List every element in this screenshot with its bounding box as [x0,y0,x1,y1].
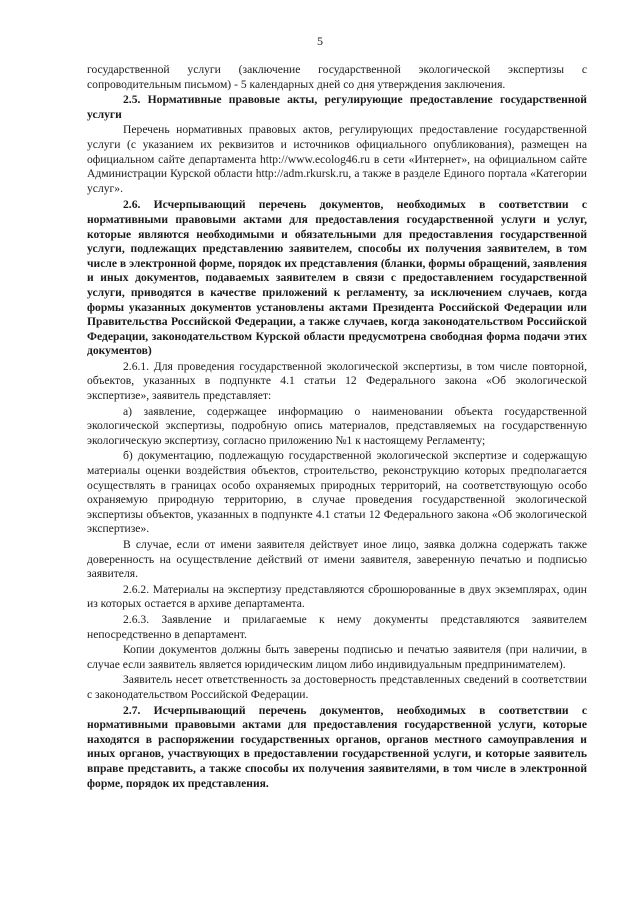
paragraph-2-6-1: 2.6.1. Для проведения государственной экологической экспертизы, в том числе повторной, объектов, указанных в подпункте 4.1 статьи 12 Федерального закона «Об экологической экспертизе», заявитель представляет: [87,359,587,403]
paragraph-responsibility: Заявитель несет ответственность за достоверность представленных сведений в соответствии с законодательством Российской Федерации. [87,673,587,701]
document-body [87,63,587,791]
page-number: 5 [317,34,323,48]
paragraph-item-a: а) заявление, содержащее информацию о наименовании объекта государственной экологической экспертизы, подробную опись материалов, представляемых на государственную экологическую экспертизу, согласно приложению №1 к настоящему Регламенту; [87,404,587,447]
paragraph-service-term-end: государственной услуги (заключение государственной экологической экспертизы с сопроводительным письмом) - 5 календарных дней со дня утверждения заключения. [87,63,587,91]
heading-2-5-normative-acts: 2.5. Нормативные правовые акты, регулирующие предоставление государственной услуги [87,93,587,121]
heading-2-6-documents-list: 2.6. Исчерпывающий перечень документов, необходимых в соответствии с нормативными правовыми актами для предоставления государственной услуги и услуг, которые являются необходимыми и обязательными для предоставления государственной услуги, подлежащих представлению заявителем, способы их получения заявителем, в том числе в электронной форме, порядок их представления (бланки, формы обращений, заявления и иных документов, подаваемых заявителем в связи с предоставлением государственной услуги, приводятся в качестве приложений к регламенту, за исключением случаев, когда формы указанных документов установлены актами Президента Российской Федерации или Правительства Российской Федерации, а также случаев, когда законодательством Российской Федерации, законодательством Курской области предусмотрена свободная форма подачи этих документов) [87,198,587,358]
paragraph-2-6-3: 2.6.3. Заявление и прилагаемые к нему документы представляются заявителем непосредственно в департамент. [87,612,587,641]
paragraph-item-b: б) документацию, подлежащую государственной экологической экспертизе и содержащую материалы оценки воздействия объектов, строительство, реконструкцию которых предполагается осуществлять в границах особо охраняемых природных территорий, на соответствующую особо охраняемую природную территорию, в случае проведения государственной экологической экспертизы объектов, указанных в подпункте 4.1 статьи 12 Федерального закона «Об экологической экспертизе». [87,449,587,536]
paragraph-normative-acts-list: Перечень нормативных правовых актов, регулирующих предоставление государственной услуги (с указанием их реквизитов и источников официального опубликования), размещен на официальном сайте департамента http://www.ecolog46.ru в сети «Интернет», на официальном сайте Администрации Курской области http://adm.rkursk.ru, а также в разделе Единого портала «Категории услуг». [87,123,587,195]
paragraph-2-6-2: 2.6.2. Материалы на экспертизу представляются сброшюрованные в двух экземплярах, один из которых остается в архиве департамента. [87,582,587,611]
paragraph-copies: Копии документов должны быть заверены подписью и печатью заявителя (при наличии, в случае если заявитель является юридическим лицом либо индивидуальным предпринимателем). [87,643,587,671]
heading-2-7-documents-list: 2.7. Исчерпывающий перечень документов, необходимых в соответствии с нормативными правовыми актами для предоставления государственной услуги, которые находятся в распоряжении государственных органов, органов местного самоуправления и иных органов, участвующих в предоставлении государственной услуги, и которые заявитель вправе представить, а также способы их получения заявителями, в том числе в электронной форме, порядок их представления. [87,703,587,790]
paragraph-proxy: В случае, если от имени заявителя действует иное лицо, заявка должна содержать также доверенность на осуществление действий от имени заявителя, заверенную печатью и подписью заявителя. [87,538,587,581]
